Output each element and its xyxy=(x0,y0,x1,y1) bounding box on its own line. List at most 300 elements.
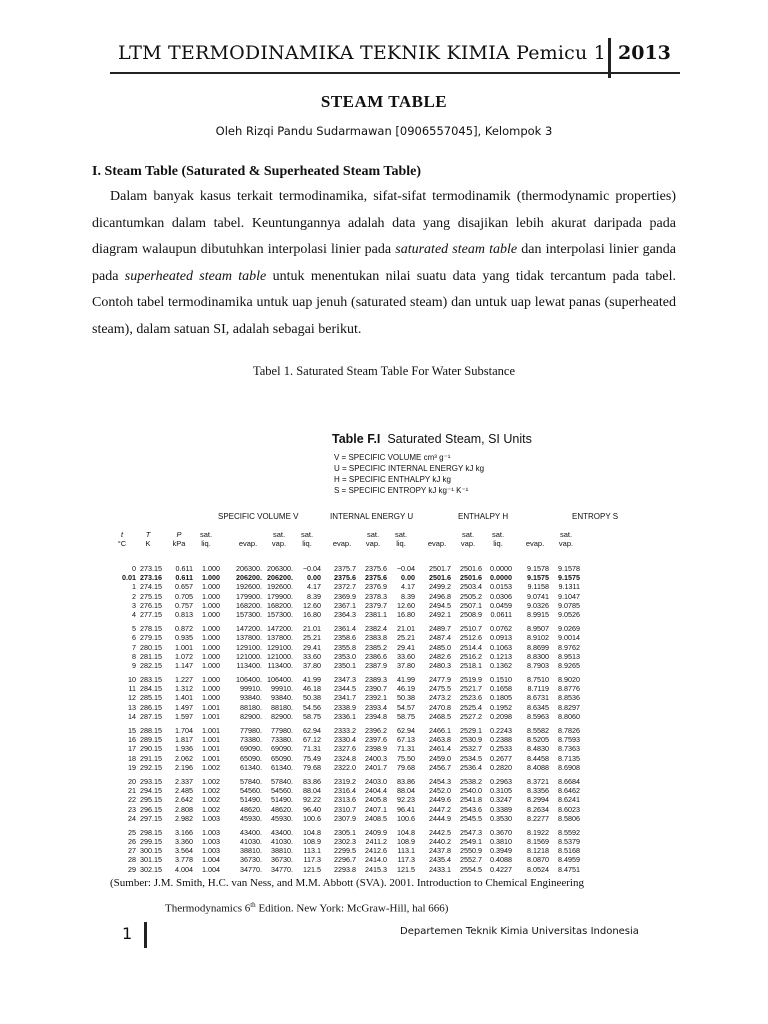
column-header: sat. vap. xyxy=(365,530,381,548)
table-cell: 79.68 xyxy=(397,762,415,772)
table-cell: 8.3356 xyxy=(527,786,549,796)
table-cell: 0.2388 xyxy=(490,735,512,745)
table-cell: 2.642 xyxy=(175,795,193,805)
table-cell: 1.001 xyxy=(202,735,220,745)
table-cell: 67.12 xyxy=(303,735,321,745)
table-cell: 0.0762 xyxy=(490,624,512,634)
table-cell: 48620. xyxy=(271,804,293,814)
table-cell: 2415.3 xyxy=(365,864,387,874)
column-header: evap. xyxy=(525,539,545,548)
table-cell: 8.7903 xyxy=(527,660,549,670)
table-cell: 2307.9 xyxy=(334,813,356,823)
table-cell: 0.872 xyxy=(175,624,193,634)
table-cell: 2350.1 xyxy=(334,660,356,670)
table-cell: 2501.6 xyxy=(460,573,482,583)
table-cell: 4.004 xyxy=(175,864,193,874)
table-cell: 206300. xyxy=(236,564,262,573)
table-cell: 129100. xyxy=(236,642,262,652)
table-row xyxy=(0,601,768,610)
table-cell: 62.94 xyxy=(303,726,321,735)
table-cell: 286.15 xyxy=(140,702,162,712)
table-cell: 0.3949 xyxy=(490,846,512,856)
table-cell: 77980. xyxy=(271,726,293,735)
table-cell: 3.360 xyxy=(175,837,193,847)
table-cell: 2409.9 xyxy=(365,827,387,837)
table-caption: Tabel 1. Saturated Steam Table For Water Substance xyxy=(253,364,515,378)
table-cell: 2545.5 xyxy=(460,813,482,823)
table-cell: 0.611 xyxy=(175,573,193,583)
table-cell: 4.17 xyxy=(307,582,321,592)
header-title: LTM TERMODINAMIKA TEKNIK KIMIA Pemicu 1 xyxy=(118,42,606,64)
table-cell: 88180. xyxy=(240,702,262,712)
table-cell: 2512.6 xyxy=(460,633,482,643)
source-line-2: Thermodynamics 6th Edition. New York: McGraw-Hill, hal 666) xyxy=(165,901,449,915)
table-cell: 288.15 xyxy=(140,726,162,735)
table-cell: 0.1213 xyxy=(490,651,512,661)
table-cell: 0.3247 xyxy=(490,795,512,805)
table-cell: 2404.4 xyxy=(365,786,387,796)
table-row xyxy=(0,726,768,735)
table-cell: 8.1218 xyxy=(527,846,549,856)
table-cell: 25 xyxy=(128,827,136,837)
doc-title: STEAM TABLE xyxy=(320,92,448,111)
table-cell: 137800. xyxy=(267,633,293,643)
table-cell: 0.00 xyxy=(401,573,415,583)
table-cell: 2463.8 xyxy=(429,735,451,745)
table-cell: 38810. xyxy=(271,846,293,856)
table-cell: 15 xyxy=(128,726,136,735)
table-cell: 2543.6 xyxy=(460,804,482,814)
table-cell: 71.31 xyxy=(303,744,321,754)
table-cell: 20 xyxy=(128,776,136,786)
table-cell: 2394.8 xyxy=(365,711,387,721)
table-cell: 65090. xyxy=(271,753,293,763)
table-cell: 2411.2 xyxy=(365,837,387,847)
table-cell: 2296.7 xyxy=(334,855,356,865)
table-cell: 88180. xyxy=(271,702,293,712)
table-cell: 2353.0 xyxy=(334,651,356,661)
table-cell: 2393.4 xyxy=(365,702,387,712)
table-cell: 9.1578 xyxy=(527,564,549,573)
table-cell: 22 xyxy=(128,795,136,805)
table-cell: 8.5205 xyxy=(527,735,549,745)
table-cell: 0.3389 xyxy=(490,804,512,814)
table-cell: 75.50 xyxy=(397,753,415,763)
table-cell: 58.75 xyxy=(397,711,415,721)
column-header: P kPa xyxy=(172,530,186,548)
table-cell: 2414.0 xyxy=(365,855,387,865)
table-cell: 298.15 xyxy=(140,827,162,837)
table-cell: 9.0326 xyxy=(527,600,549,610)
page-header xyxy=(110,38,680,78)
table-cell: 8.39 xyxy=(307,591,321,601)
table-cell: 19 xyxy=(128,762,136,772)
table-cell: 92.23 xyxy=(397,795,415,805)
table-cell: 284.15 xyxy=(140,684,162,694)
table-cell: 1.001 xyxy=(202,711,220,721)
table-cell: 275.15 xyxy=(140,591,162,601)
table-cell: 0.3105 xyxy=(490,786,512,796)
table-cell: 61340. xyxy=(240,762,262,772)
table-cell: 1.000 xyxy=(202,591,220,601)
table-cell: 192600. xyxy=(267,582,293,592)
table-cell: 1.072 xyxy=(175,651,193,661)
table-cell: 9.0526 xyxy=(558,609,580,619)
table-row xyxy=(0,837,768,846)
table-legend xyxy=(334,452,484,496)
table-cell: 27 xyxy=(128,846,136,856)
table-cell: 137800. xyxy=(236,633,262,643)
table-cell: 147200. xyxy=(267,624,293,634)
table-cell: 8.8297 xyxy=(558,702,580,712)
table-cell: 8.9020 xyxy=(558,675,580,685)
table-cell: 0.757 xyxy=(175,600,193,610)
table-cell: 69090. xyxy=(271,744,293,754)
table-cell: 96.41 xyxy=(397,804,415,814)
table-cell: 0.4088 xyxy=(490,855,512,865)
table-cell: 9.1047 xyxy=(558,591,580,601)
table-cell: 2547.3 xyxy=(460,827,482,837)
table-cell: 8.4751 xyxy=(558,864,580,874)
table-cell: 2.982 xyxy=(175,813,193,823)
table-title: Saturated Steam, SI Units xyxy=(387,432,532,446)
table-cell: 83.86 xyxy=(303,776,321,786)
table-cell: 7 xyxy=(132,642,136,652)
table-cell: 8.1569 xyxy=(527,837,549,847)
steam-table-body xyxy=(0,564,768,874)
table-cell: 3.778 xyxy=(175,855,193,865)
table-cell: 8.0870 xyxy=(527,855,549,865)
table-cell: 1.401 xyxy=(175,693,193,703)
table-row xyxy=(0,777,768,786)
legend-line: U = SPECIFIC INTERNAL ENERGY kJ kg xyxy=(334,464,485,473)
table-row xyxy=(0,610,768,619)
table-cell: 0.657 xyxy=(175,582,193,592)
table-row xyxy=(0,582,768,591)
table-cell: 33.60 xyxy=(303,651,321,661)
table-cell: 0.0306 xyxy=(490,591,512,601)
table-cell: 73380. xyxy=(271,735,293,745)
table-cell: 33.60 xyxy=(397,651,415,661)
table-cell: 29 xyxy=(128,864,136,874)
table-cell: 8.8060 xyxy=(558,711,580,721)
table-cell: 8.2634 xyxy=(527,804,549,814)
table-cell: 0.3670 xyxy=(490,827,512,837)
table-cell: 292.15 xyxy=(140,762,162,772)
table-cell: 276.15 xyxy=(140,600,162,610)
table-cell: 79.68 xyxy=(303,762,321,772)
table-cell: −0.04 xyxy=(302,564,321,573)
table-cell: 8.9102 xyxy=(527,633,549,643)
footer-divider xyxy=(144,922,147,948)
table-cell: 8.6023 xyxy=(558,804,580,814)
page-number: 1 xyxy=(122,924,133,943)
table-cell: 279.15 xyxy=(140,633,162,643)
table-cell: 0.2963 xyxy=(490,776,512,786)
table-cell: 1.002 xyxy=(202,795,220,805)
table-cell: 2538.2 xyxy=(460,776,482,786)
table-cell: 8.8699 xyxy=(527,642,549,652)
table-cell: 2508.9 xyxy=(460,609,482,619)
table-cell: 8.7826 xyxy=(558,726,580,735)
table-row xyxy=(0,828,768,837)
table-cell: 8.6345 xyxy=(527,702,549,712)
table-row xyxy=(0,684,768,693)
table-cell: 1.001 xyxy=(202,744,220,754)
table-cell: 147200. xyxy=(236,624,262,634)
table-row xyxy=(0,661,768,670)
table-cell: 0.935 xyxy=(175,633,193,643)
table-cell: 2403.0 xyxy=(365,776,387,786)
table-cell: 1 xyxy=(132,582,136,592)
table-cell: 9.1311 xyxy=(558,582,580,592)
table-cell: 1.002 xyxy=(202,786,220,796)
table-cell: 2397.6 xyxy=(365,735,387,745)
table-cell: 1.003 xyxy=(202,837,220,847)
table-cell: 2442.5 xyxy=(429,827,451,837)
table-cell: 2501.7 xyxy=(429,564,451,573)
table-cell: 1.817 xyxy=(175,735,193,745)
table-cell: 57840. xyxy=(271,776,293,786)
table-cell: 45930. xyxy=(240,813,262,823)
table-cell: 0.1063 xyxy=(490,642,512,652)
table-cell: 104.8 xyxy=(303,827,321,837)
table-cell: 9.1575 xyxy=(558,573,580,583)
table-cell: 2381.1 xyxy=(365,609,387,619)
table-cell: 12 xyxy=(128,693,136,703)
section-heading: I. Steam Table (Saturated & Superheated Steam Table) xyxy=(92,164,422,179)
table-cell: 179900. xyxy=(267,591,293,601)
table-row xyxy=(0,744,768,753)
table-cell: 2313.6 xyxy=(334,795,356,805)
table-cell: 51490. xyxy=(271,795,293,805)
table-cell: 0.705 xyxy=(175,591,193,601)
table-cell: 34770. xyxy=(240,864,262,874)
emph-superheated: superheated steam table xyxy=(124,268,267,284)
table-cell: 2310.7 xyxy=(334,804,356,814)
table-cell: 2324.8 xyxy=(334,753,356,763)
table-cell: 28 xyxy=(128,855,136,865)
table-cell: 8.5592 xyxy=(558,827,580,837)
table-cell: 2444.9 xyxy=(429,813,451,823)
table-cell: 2 xyxy=(132,591,136,601)
table-cell: 2382.4 xyxy=(365,624,387,634)
table-cell: 2367.1 xyxy=(334,600,356,610)
table-cell: 16.80 xyxy=(397,609,415,619)
table-cell: 2400.3 xyxy=(365,753,387,763)
table-cell: 168200. xyxy=(267,600,293,610)
table-row xyxy=(0,652,768,661)
table-cell: 8.7135 xyxy=(558,753,580,763)
table-cell: 36730. xyxy=(240,855,262,865)
table-cell: 54.57 xyxy=(397,702,415,712)
table-cell: 2319.2 xyxy=(334,776,356,786)
table-cell: 2532.7 xyxy=(460,744,482,754)
table-cell: 1.000 xyxy=(202,564,220,573)
table-cell: 14 xyxy=(128,711,136,721)
table-row xyxy=(0,814,768,823)
group-enthalpy: ENTHALPY H xyxy=(458,512,509,521)
table-cell: 2503.4 xyxy=(460,582,482,592)
table-cell: 2507.1 xyxy=(460,600,482,610)
table-cell: 46.19 xyxy=(397,684,415,694)
table-cell: 0.1952 xyxy=(490,702,512,712)
table-cell: 2385.2 xyxy=(365,642,387,652)
emph-saturated: saturated steam table xyxy=(395,242,518,257)
table-cell: 67.13 xyxy=(397,735,415,745)
table-cell: 1.003 xyxy=(202,827,220,837)
table-cell: 2527.2 xyxy=(460,711,482,721)
table-cell: 0.0913 xyxy=(490,633,512,643)
table-cell: 1.312 xyxy=(175,684,193,694)
table-cell: 41.99 xyxy=(303,675,321,685)
table-cell: 16.80 xyxy=(303,609,321,619)
table-cell: 117.3 xyxy=(397,855,415,865)
table-cell: 51490. xyxy=(240,795,262,805)
body-paragraph: Dalam banyak kasus terkait termodinamika, sifat-sifat termodinamik (thermodynamic properties) dicantumkan dalam tabel. Keuntungannya adalah data yang disajikan lebih akurat daripada pada diagram walaupun dibutuhkan interpolasi linier pada saturated steam table dan interpolasi linier ganda pada superheated steam table untuk menentukan nilai suatu data yang tidak tercantum pada tabel. Contoh tabel termodinamika untuk uap jenuh (saturated steam) dan untuk uap lewat panas (superheated steam), dalam satuan SI, adalah sebagai berikut. xyxy=(92,189,677,337)
table-cell: 45930. xyxy=(271,813,293,823)
author-line: Oleh Rizqi Pandu Sudarmawan [0906557045], Kelompok 3 xyxy=(215,124,553,138)
table-cell: 2375.7 xyxy=(334,564,356,573)
table-cell: 99910. xyxy=(240,684,262,694)
column-header: sat. liq. xyxy=(394,530,408,548)
table-cell: 2494.5 xyxy=(429,600,451,610)
table-cell: 8 xyxy=(132,651,136,661)
table-cell: 2525.4 xyxy=(460,702,482,712)
table-cell: 121000. xyxy=(236,651,262,661)
table-cell: 302.15 xyxy=(140,864,162,874)
table-cell: 206300. xyxy=(267,564,293,573)
table-cell: 2466.1 xyxy=(429,726,451,735)
table-cell: 9.1578 xyxy=(558,564,580,573)
table-cell: 277.15 xyxy=(140,609,162,619)
table-cell: 291.15 xyxy=(140,753,162,763)
table-heading xyxy=(332,430,532,448)
table-cell: 106400. xyxy=(236,675,262,685)
table-cell: 8.7119 xyxy=(527,684,549,694)
table-cell: 2534.5 xyxy=(460,753,482,763)
table-row xyxy=(0,763,768,772)
table-cell: 1.000 xyxy=(202,684,220,694)
table-row xyxy=(0,564,768,573)
table-cell: 8.5168 xyxy=(558,846,580,856)
table-row xyxy=(0,805,768,814)
table-cell: 12.60 xyxy=(397,600,415,610)
table-cell: 104.8 xyxy=(397,827,415,837)
table-cell: 8.0524 xyxy=(527,864,549,874)
table-cell: 93840. xyxy=(240,693,262,703)
table-cell: 9.0785 xyxy=(558,600,580,610)
table-cell: 10 xyxy=(128,675,136,685)
table-cell: 296.15 xyxy=(140,804,162,814)
table-cell: 2372.7 xyxy=(334,582,356,592)
header-year: 2013 xyxy=(618,42,671,64)
table-row xyxy=(0,703,768,712)
table-cell: 54560. xyxy=(271,786,293,796)
table-cell: 2554.5 xyxy=(460,864,482,874)
table-cell: 1.004 xyxy=(202,855,220,865)
table-cell: 1.597 xyxy=(175,711,193,721)
table-cell: 2468.5 xyxy=(429,711,451,721)
table-cell: 2412.6 xyxy=(365,846,387,856)
table-cell: 38810. xyxy=(240,846,262,856)
table-row xyxy=(0,693,768,702)
table-cell: 3.166 xyxy=(175,827,193,837)
table-cell: 2338.9 xyxy=(334,702,356,712)
table-cell: 2378.3 xyxy=(365,591,387,601)
table-cell: 2550.9 xyxy=(460,846,482,856)
table-row xyxy=(0,786,768,795)
table-cell: 2459.0 xyxy=(429,753,451,763)
table-cell: 8.8776 xyxy=(558,684,580,694)
table-cell: 77980. xyxy=(240,726,262,735)
table-row xyxy=(0,855,768,864)
table-cell: 99910. xyxy=(271,684,293,694)
table-cell: 2408.5 xyxy=(365,813,387,823)
table-cell: 2387.9 xyxy=(365,660,387,670)
table-row xyxy=(0,754,768,763)
table-cell: 1.000 xyxy=(202,582,220,592)
table-cell: 8.9762 xyxy=(558,642,580,652)
table-cell: 8.2994 xyxy=(527,795,549,805)
table-cell: 287.15 xyxy=(140,711,162,721)
table-cell: 5 xyxy=(132,624,136,634)
table-cell: 2383.8 xyxy=(365,633,387,643)
table-cell: 21.01 xyxy=(397,624,415,634)
column-header: evap. xyxy=(332,539,352,548)
table-cell: 283.15 xyxy=(140,675,162,685)
table-label: Table F.I xyxy=(332,432,381,446)
table-cell: 1.497 xyxy=(175,702,193,712)
source-line-1: (Sumber: J.M. Smith, H.C. van Ness, and M.M. Abbott (SVA). 2001. Introduction to Chemical Engineering xyxy=(110,877,584,889)
table-cell: 179900. xyxy=(236,591,262,601)
legend-line: H = SPECIFIC ENTHALPY kJ kg xyxy=(334,475,451,484)
table-cell: 0.4227 xyxy=(490,864,512,874)
table-cell: 18 xyxy=(128,753,136,763)
table-cell: 2456.7 xyxy=(429,762,451,772)
table-row xyxy=(0,712,768,721)
table-cell: 2375.6 xyxy=(365,573,387,583)
table-row xyxy=(0,633,768,642)
table-cell: 297.15 xyxy=(140,813,162,823)
table-cell: 2405.8 xyxy=(365,795,387,805)
table-cell: 1.000 xyxy=(202,693,220,703)
table-cell: 2389.3 xyxy=(365,675,387,685)
table-cell: 1.002 xyxy=(202,762,220,772)
table-cell: 0.0000 xyxy=(490,564,512,573)
table-cell: 4 xyxy=(132,609,136,619)
table-cell: 1.000 xyxy=(202,633,220,643)
table-cell: 8.6908 xyxy=(558,762,580,772)
table-cell: 1.002 xyxy=(202,804,220,814)
table-cell: 43400. xyxy=(271,827,293,837)
table-cell: 1.000 xyxy=(202,660,220,670)
table-cell: 2375.6 xyxy=(334,573,356,583)
table-cell: 2470.8 xyxy=(429,702,451,712)
table-cell: 9.1158 xyxy=(527,582,549,592)
column-header: sat. vap. xyxy=(460,530,476,548)
table-cell: 2540.0 xyxy=(460,786,482,796)
table-cell: 1.000 xyxy=(202,675,220,685)
table-cell: 8.5582 xyxy=(527,726,549,735)
table-cell: 273.15 xyxy=(140,564,162,573)
table-cell: 113400. xyxy=(236,660,262,670)
table-cell: 8.6731 xyxy=(527,693,549,703)
table-cell: 29.41 xyxy=(303,642,321,652)
table-cell: 54560. xyxy=(240,786,262,796)
table-cell: 289.15 xyxy=(140,735,162,745)
table-cell: 2344.5 xyxy=(334,684,356,694)
